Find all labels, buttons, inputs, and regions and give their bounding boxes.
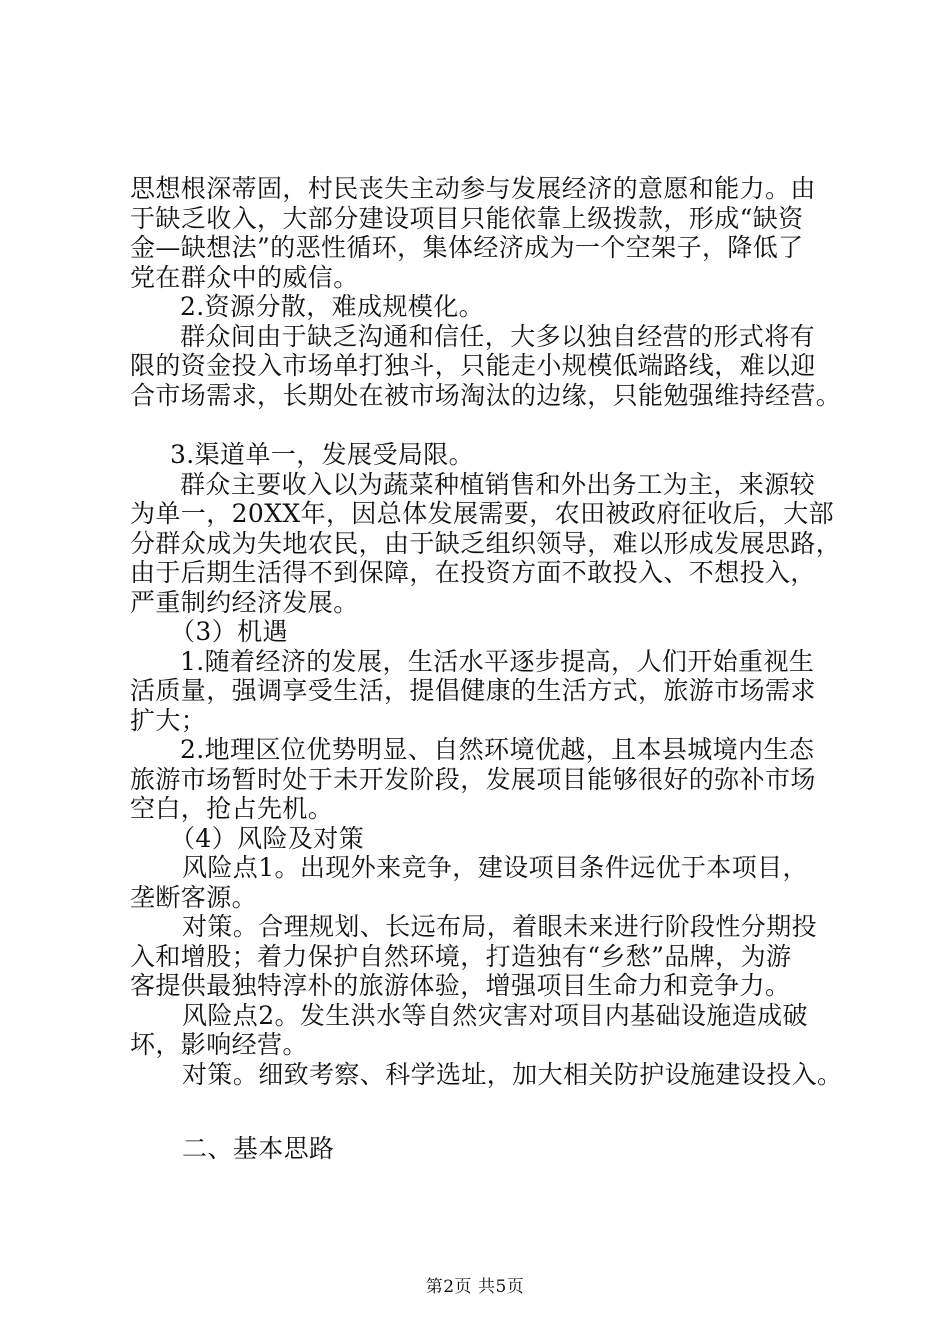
text-line: 合市场需求，长期处在被市场淘汰的边缘，只能勉强维持经营。 bbox=[130, 380, 842, 410]
text-line: 限的资金投入市场单打独斗，只能走小规模低端路线，难以迎 bbox=[130, 351, 816, 380]
text-line: 旅游市场暂时处于未开发阶段，发展项目能够很好的弥补市场 bbox=[130, 764, 816, 794]
text-line: 风险点2。发生洪水等自然灾害对项目内基础设施造成破 bbox=[182, 1000, 808, 1030]
section-heading: 2.资源分散，难成规模化。 bbox=[180, 292, 485, 321]
section-heading: （3）机遇 bbox=[170, 617, 288, 646]
text-line: 1.随着经济的发展，生活水平逐步提高，人们开始重视生 bbox=[180, 646, 815, 676]
text-line: 空白，抢占先机。 bbox=[130, 794, 334, 823]
paragraph-gap bbox=[130, 410, 842, 440]
text-line: 活质量，强调享受生活，提倡健康的生活方式，旅游市场需求 bbox=[130, 676, 816, 705]
text-line: 入和增股；着力保护自然环境，打造独有“乡愁”品牌，为游 bbox=[130, 941, 792, 971]
section-heading: 二、基本思路 bbox=[182, 1134, 335, 1163]
text-line: 对策。合理规划、长远布局，着眼未来进行阶段性分期投 bbox=[182, 912, 818, 941]
section-heading: 3.渠道单一，发展受局限。 bbox=[170, 440, 475, 469]
text-line: 金—缺想法”的恶性循环，集体经济成为一个空架子，降低了 bbox=[130, 233, 804, 262]
paragraph-gap bbox=[130, 1089, 842, 1134]
text-line: 严重制约经济发展。 bbox=[130, 587, 359, 617]
page-footer: 第2页 共5页 bbox=[425, 1277, 525, 1297]
text-line: 思想根深蒂固，村民丧失主动参与发展经济的意愿和能力。由 bbox=[130, 174, 816, 203]
text-line: 于缺乏收入，大部分建设项目只能依靠上级拨款，形成“缺资 bbox=[130, 203, 804, 233]
text-line: 对策。细致考察、科学选址，加大相关防护设施建设投入。 bbox=[182, 1059, 843, 1089]
text-line: 为单一，20XX年，因总体发展需要，农田被政府征收后，大部 bbox=[130, 499, 835, 528]
text-line: 垄断客源。 bbox=[130, 882, 258, 912]
document-body bbox=[130, 174, 842, 1164]
text-line: 风险点1。出现外来竞争，建设项目条件远优于本项目， bbox=[182, 853, 808, 882]
section-heading: （4）风险及对策 bbox=[170, 823, 365, 853]
text-line: 党在群众中的威信。 bbox=[130, 262, 359, 292]
text-line: 坏，影响经营。 bbox=[130, 1030, 308, 1059]
text-line: 分群众成为失地农民，由于缺乏组织领导，难以形成发展思路， bbox=[130, 528, 842, 558]
text-line: 群众主要收入以为蔬菜种植销售和外出务工为主，来源较 bbox=[180, 469, 816, 499]
text-line: 扩大； bbox=[130, 705, 207, 735]
text-line: 由于后期生活得不到保障，在投资方面不敢投入、不想投入， bbox=[130, 558, 816, 587]
text-line: 客提供最独特淳朴的旅游体验，增强项目生命力和竞争力。 bbox=[130, 971, 791, 1000]
text-line: 群众间由于缺乏沟通和信任，大多以独自经营的形式将有 bbox=[180, 321, 816, 351]
text-line: 2.地理区位优势明显、自然环境优越，且本县城境内生态 bbox=[180, 735, 815, 764]
